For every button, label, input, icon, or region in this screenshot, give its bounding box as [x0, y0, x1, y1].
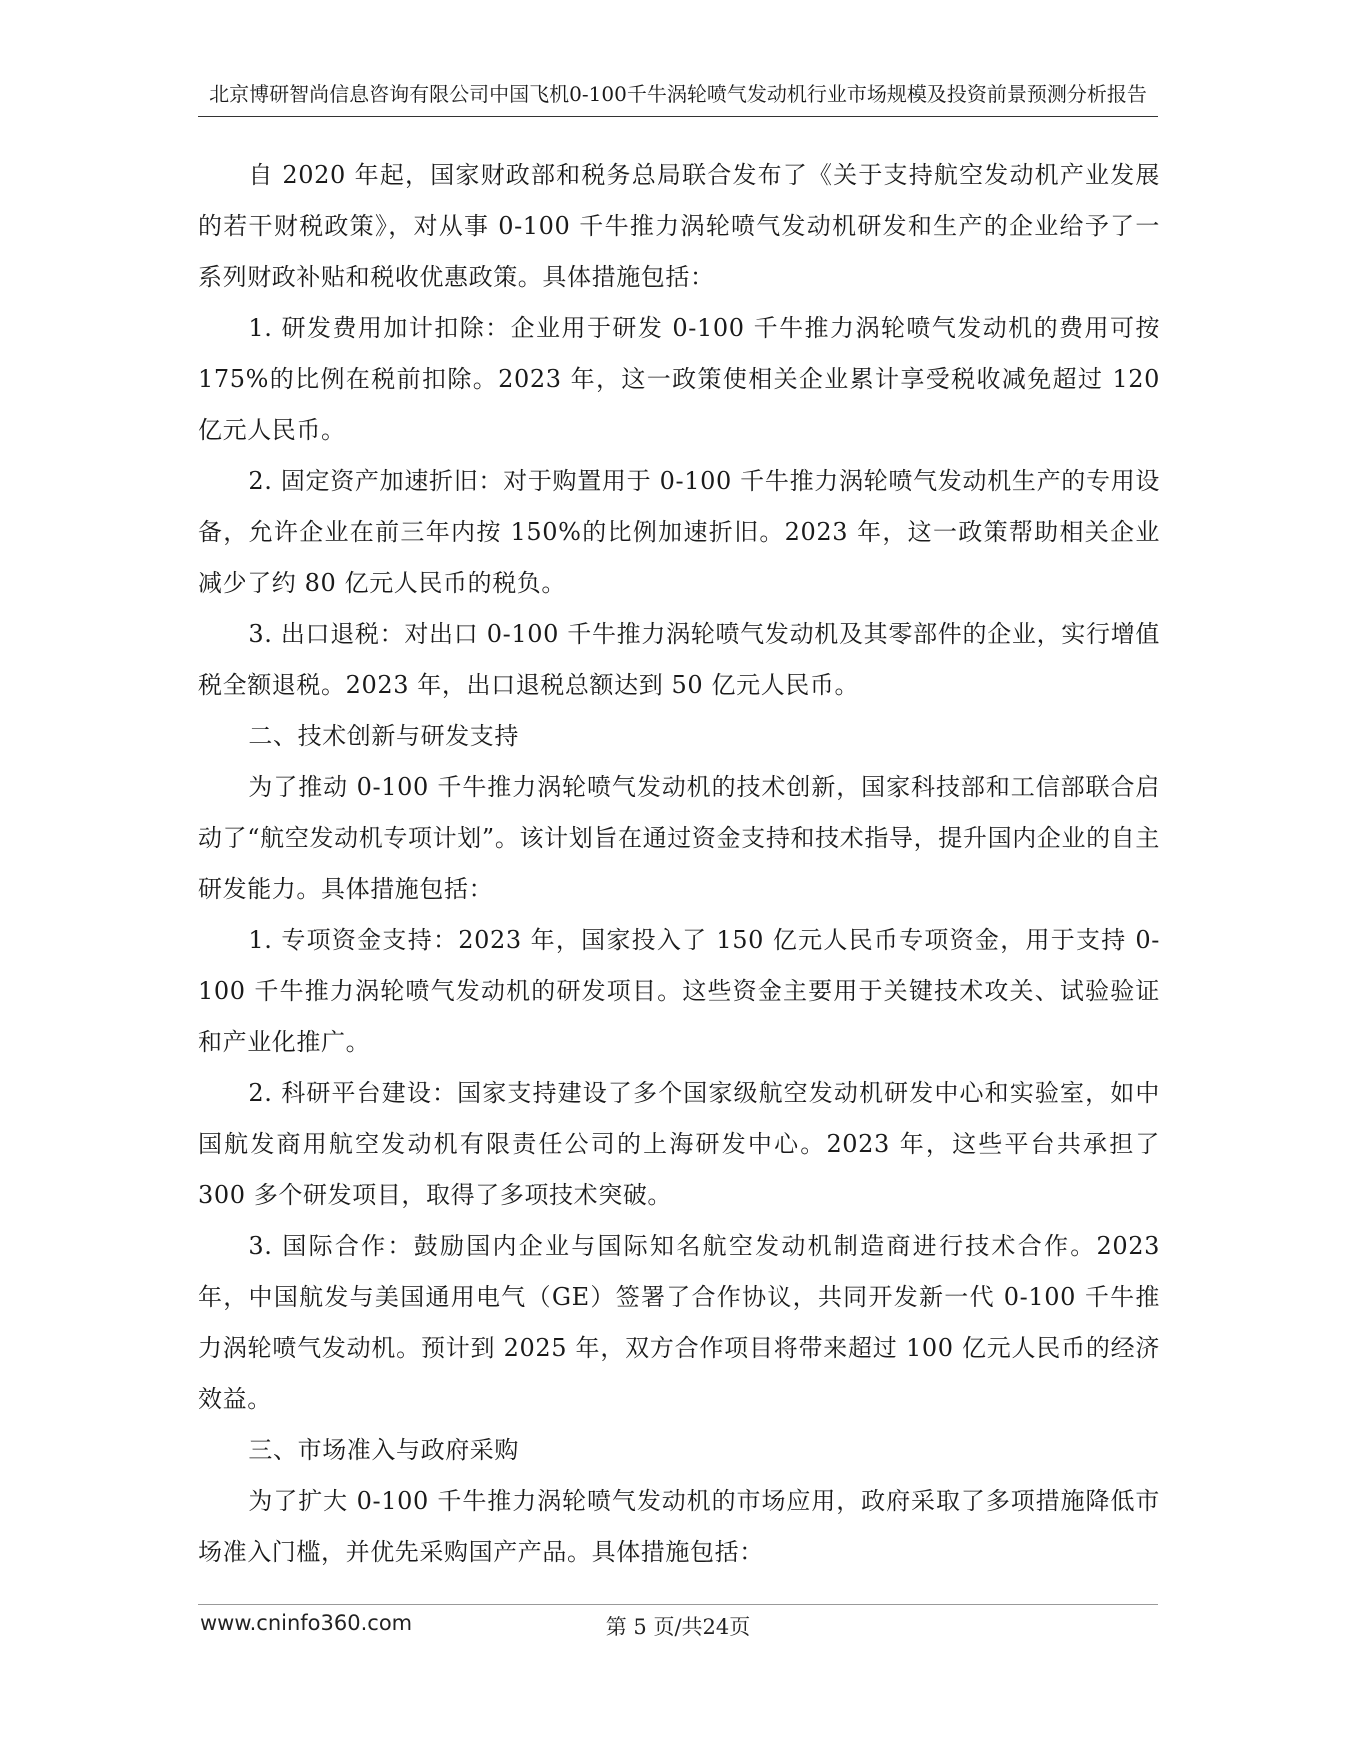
section-heading-tech-innovation: 二、技术创新与研发支持 — [248, 722, 519, 750]
paragraph-special-funds: 1. 专项资金支持：2023 年，国家投入了 150 亿元人民币专项资金，用于支持 0-100 千牛推力涡轮喷气发动机的研发项目。这些资金主要用于关键技术攻关、试验验证和产业化推广。 — [198, 926, 1160, 1056]
paragraph-export-rebate: 3. 出口退税：对出口 0-100 千牛推力涡轮喷气发动机及其零部件的企业，实行增值税全额退税。2023 年，出口退税总额达到 50 亿元人民币。 — [198, 620, 1160, 699]
paragraph-tech-innovation-intro: 为了推动 0-100 千牛推力涡轮喷气发动机的技术创新，国家科技部和工信部联合启动了“航空发动机专项计划”。该计划旨在通过资金支持和技术指导，提升国内企业的自主研发能力。具体措施包括： — [198, 773, 1160, 903]
page-number: 第 5 页/共24页 — [605, 1615, 751, 1639]
paragraph-rd-deduction: 1. 研发费用加计扣除：企业用于研发 0-100 千牛推力涡轮喷气发动机的费用可按 175%的比例在税前扣除。2023 年，这一政策使相关企业累计享受税收减免超过 120 亿元人民币。 — [198, 314, 1160, 444]
paragraph-international-cooperation: 3. 国际合作：鼓励国内企业与国际知名航空发动机制造商进行技术合作。2023 年，中国航发与美国通用电气（GE）签署了合作协议，共同开发新一代 0-100 千牛推力涡轮喷气发动机。预计到 2025 年，双方合作项目将带来超过 100 亿元人民币的经济效益。 — [198, 1232, 1160, 1413]
paragraph-fiscal-policy-intro: 自 2020 年起，国家财政部和税务总局联合发布了《关于支持航空发动机产业发展的若干财税政策》，对从事 0-100 千牛推力涡轮喷气发动机研发和生产的企业给予了一系列财政补贴和税收优惠政策。具体措施包括： — [198, 161, 1160, 291]
footer-website-link[interactable]: www.cninfo360.com — [200, 1611, 413, 1635]
paragraph-research-platforms: 2. 科研平台建设：国家支持建设了多个国家级航空发动机研发中心和实验室，如中国航发商用航空发动机有限责任公司的上海研发中心。2023 年，这些平台共承担了 300 多个研发项目，取得了多项技术突破。 — [198, 1079, 1160, 1209]
section-heading-market-access: 三、市场准入与政府采购 — [248, 1436, 519, 1464]
document-body — [198, 150, 1160, 1578]
paragraph-accelerated-depreciation: 2. 固定资产加速折旧：对于购置用于 0-100 千牛推力涡轮喷气发动机生产的专用设备，允许企业在前三年内按 150%的比例加速折旧。2023 年，这一政策帮助相关企业减少了约 80 亿元人民币的税负。 — [198, 467, 1160, 597]
page-header: 北京博研智尚信息咨询有限公司中国飞机0-100千牛涡轮喷气发动机行业市场规模及投资前景预测分析报告 — [198, 76, 1158, 117]
page-footer — [198, 1604, 1158, 1645]
paragraph-market-access-intro: 为了扩大 0-100 千牛推力涡轮喷气发动机的市场应用，政府采取了多项措施降低市场准入门槛，并优先采购国产产品。具体措施包括： — [198, 1487, 1160, 1566]
